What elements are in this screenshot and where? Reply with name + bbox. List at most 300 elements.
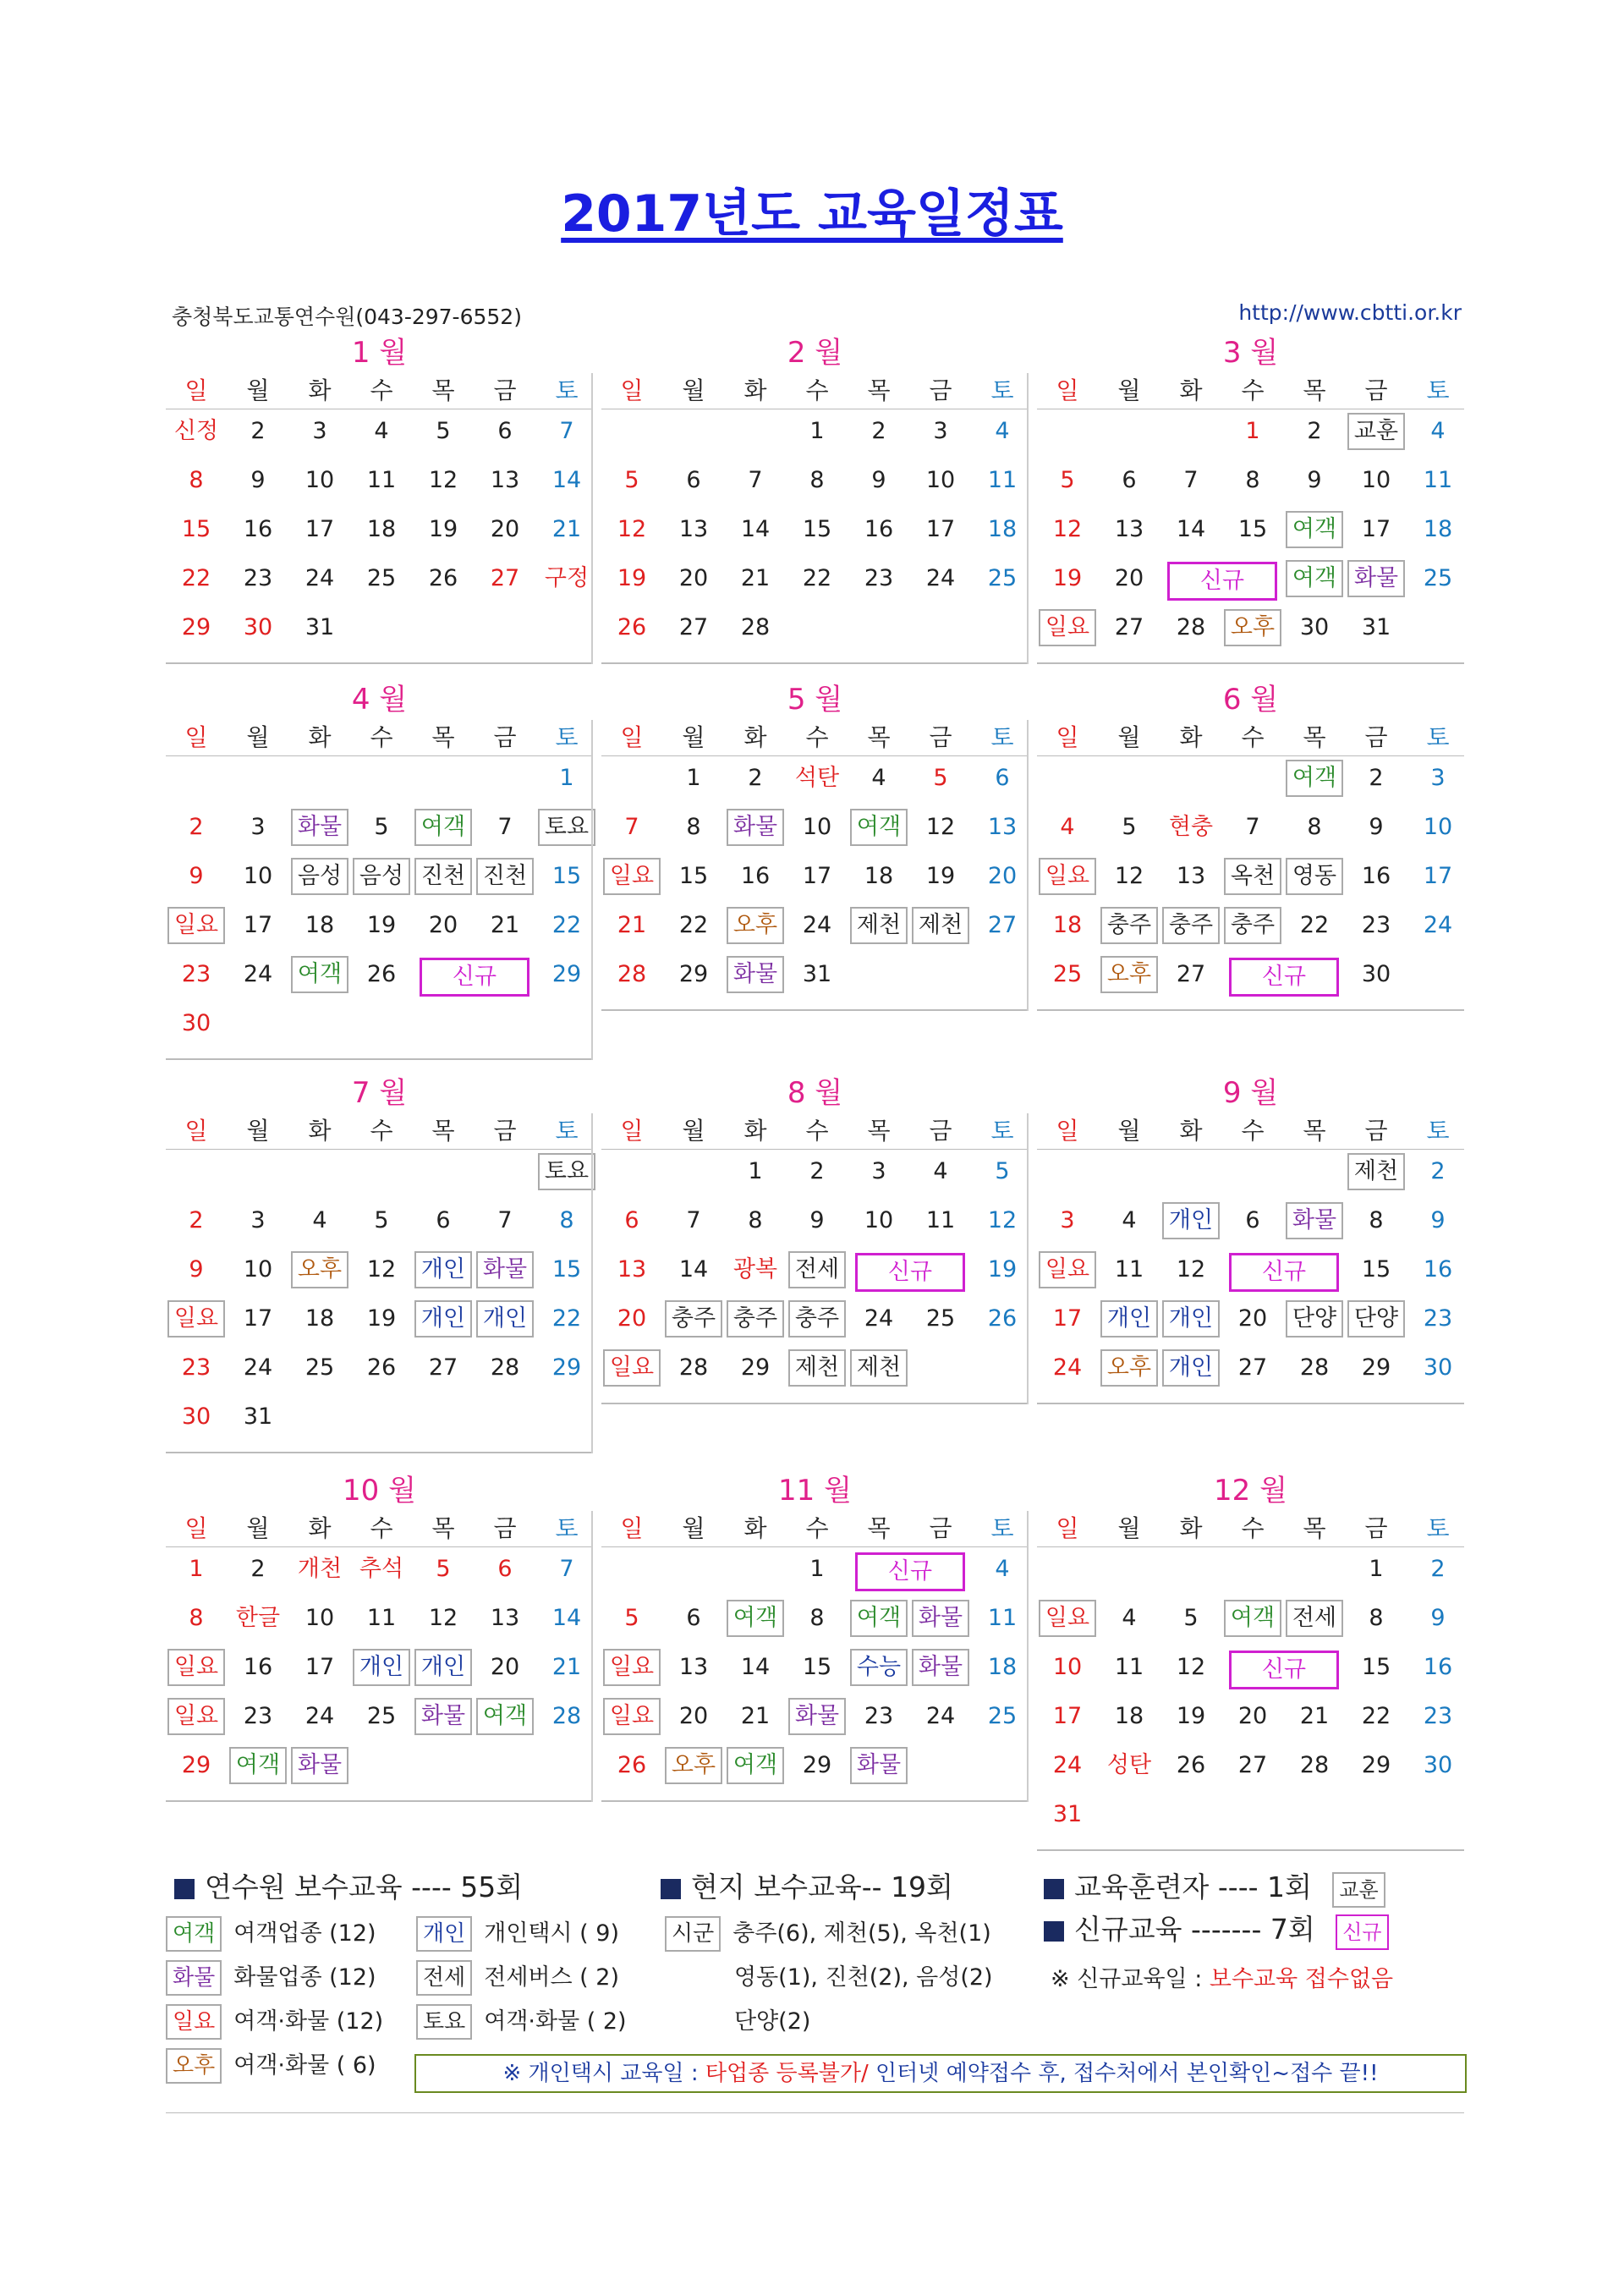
day-cell: 14	[740, 516, 771, 542]
day-cell: 9	[250, 467, 266, 493]
day-cell	[848, 1347, 909, 1389]
month-title: 5 월	[787, 683, 843, 717]
day-cell	[1284, 508, 1345, 551]
day-cell: 2	[748, 765, 763, 791]
event-tag: 충주	[788, 1300, 846, 1338]
day-cell: 11	[1423, 467, 1453, 493]
day-cell: 6	[1245, 1207, 1260, 1233]
legend-section-trainer	[1044, 1865, 1397, 1908]
event-tag: 일요	[1039, 609, 1096, 646]
day-cell: 6	[686, 1605, 701, 1631]
day-cell	[1284, 1200, 1345, 1242]
day-cell: 8	[1369, 1207, 1384, 1233]
day-cell: 30	[1361, 961, 1391, 987]
legend-item	[166, 2002, 383, 2040]
day-cell: 5	[933, 765, 948, 791]
weekday-label: 토	[555, 1117, 579, 1145]
column-divider	[591, 720, 593, 1060]
day-cell: 25	[987, 1703, 1018, 1729]
legend-tag: 오후	[166, 2048, 222, 2084]
day-cell: 21	[551, 1654, 582, 1680]
weekday-label: 월	[1117, 723, 1141, 751]
day-cell: 25	[987, 565, 1018, 591]
day-cell: 29	[181, 614, 211, 640]
day-cell: 21	[617, 912, 647, 938]
day-cell: 1	[559, 765, 574, 791]
weekday-label: 일	[1056, 1117, 1079, 1145]
weekday-label: 토	[990, 376, 1014, 404]
column-divider	[1027, 1113, 1029, 1404]
weekday-header	[166, 1511, 593, 1547]
day-cell: 1	[748, 1158, 763, 1184]
event-tag: 일요	[1039, 858, 1096, 895]
day-cell: 25	[925, 1305, 956, 1332]
day-cell: 20	[428, 912, 458, 938]
weekday-label: 목	[867, 723, 891, 751]
day-cell: 14	[740, 1654, 771, 1680]
day-cell: 17	[1361, 516, 1391, 542]
day-cell: 22	[802, 565, 832, 591]
day-cell	[166, 904, 227, 947]
day-cell: 9	[189, 1256, 204, 1283]
weekday-label: 월	[682, 723, 705, 751]
day-cell: 17	[1423, 863, 1453, 889]
day-cell: 10	[925, 467, 956, 493]
day-cell: 석탄	[794, 765, 840, 791]
event-tag: 여객	[291, 956, 348, 993]
day-cell	[413, 1695, 474, 1738]
event-tag: 제천	[912, 907, 969, 944]
footer-divider	[166, 2112, 1464, 2113]
weekday-label: 일	[620, 723, 644, 751]
legend-section-title: 연수원 보수교육 ---- 55회	[205, 1870, 524, 1903]
weekday-label: 금	[1364, 1514, 1388, 1542]
day-cell: 21	[1299, 1703, 1330, 1729]
legend-tag: 일요	[166, 2004, 222, 2040]
weekday-header	[1037, 720, 1464, 756]
day-cell	[166, 1646, 227, 1689]
day-cell: 24	[1423, 912, 1453, 938]
day-cell: 3	[1060, 1207, 1075, 1233]
month-title: 11 월	[778, 1474, 852, 1508]
day-cell: 18	[987, 516, 1018, 542]
day-cell: 11	[987, 467, 1018, 493]
month-title: 12 월	[1214, 1474, 1287, 1508]
day-cell: 28	[678, 1354, 709, 1381]
event-tag: 화물	[912, 1649, 969, 1686]
day-cell: 17	[1052, 1305, 1083, 1332]
day-cell: 3	[933, 418, 948, 444]
month-calendar	[1037, 1074, 1464, 1404]
event-tag: 화물	[291, 809, 348, 846]
event-tag: 여객	[727, 1600, 784, 1637]
event-tag: 개인	[1162, 1300, 1220, 1338]
day-cell: 26	[1176, 1752, 1206, 1778]
legend-item	[416, 2002, 627, 2040]
event-tag: 진천	[414, 858, 472, 895]
day-cell	[1346, 410, 1407, 453]
weekday-label: 월	[682, 1117, 705, 1145]
day-cell: 12	[428, 467, 458, 493]
weekday-label: 월	[246, 1514, 270, 1542]
weekday-label: 일	[1056, 1514, 1079, 1542]
day-cell	[289, 1744, 350, 1787]
day-cell: 19	[366, 1305, 397, 1332]
day-cell	[289, 953, 350, 996]
event-tag: 개인	[476, 1300, 534, 1338]
weekday-label: 수	[370, 1117, 393, 1145]
weekday-label: 금	[929, 723, 952, 751]
day-cell: 10	[304, 1605, 335, 1631]
square-bullet-icon	[1044, 1921, 1064, 1942]
event-tag: 오후	[727, 907, 784, 944]
weekday-header	[601, 1511, 1029, 1547]
day-cell: 24	[1052, 1354, 1083, 1381]
legend-section-title: 교육훈련자 ---- 1회	[1074, 1870, 1312, 1903]
day-cell	[1346, 1151, 1407, 1193]
month-calendar	[1037, 1472, 1464, 1851]
day-cell: 25	[304, 1354, 335, 1381]
event-tag: 여객	[229, 1747, 287, 1784]
day-cell	[475, 855, 535, 898]
day-cell	[1037, 1249, 1098, 1291]
month-divider	[601, 1009, 1029, 1011]
day-cell: 29	[678, 961, 709, 987]
website-link[interactable]: http://www.cbtti.or.kr	[1238, 300, 1462, 325]
day-cell	[848, 1744, 909, 1787]
weekday-label: 일	[620, 1117, 644, 1145]
day-cell	[1222, 904, 1283, 947]
day-cell: 7	[559, 1556, 574, 1582]
legend-local-line: 단양(2)	[734, 2008, 811, 2035]
event-tag: 교훈	[1347, 413, 1405, 450]
day-cell: 29	[181, 1752, 211, 1778]
event-tag: 여객	[850, 1600, 908, 1637]
event-tag: 영동	[1286, 858, 1343, 895]
weekday-label: 목	[1303, 1514, 1326, 1542]
legend-local	[665, 1914, 991, 1952]
day-cell: 추석	[359, 1556, 404, 1582]
weekday-label: 일	[184, 376, 208, 404]
day-cell: 8	[748, 1207, 763, 1233]
event-tag: 일요	[603, 1649, 661, 1686]
day-cell: 24	[864, 1305, 894, 1332]
legend-section-local	[661, 1865, 953, 1905]
day-cell: 7	[1183, 467, 1199, 493]
weekday-label: 금	[1364, 723, 1388, 751]
legend-local-line: 영동(1), 진천(2), 음성(2)	[734, 1964, 993, 1991]
day-cell: 19	[617, 565, 647, 591]
day-cell: 21	[740, 565, 771, 591]
event-tag: 일요	[603, 1349, 661, 1387]
day-cell: 25	[366, 565, 397, 591]
day-cell: 16	[243, 516, 273, 542]
legend-item	[166, 1958, 376, 1996]
day-cell: 6	[686, 467, 701, 493]
legend-section-title: 신규교육 ------- 7회	[1074, 1913, 1315, 1946]
day-cell	[1222, 1597, 1283, 1640]
legend-section-training	[174, 1865, 523, 1905]
weekday-label: 월	[682, 1514, 705, 1542]
new-training-marker: 신규	[420, 958, 529, 997]
day-cell: 2	[189, 1207, 204, 1233]
event-tag: 일요	[167, 1649, 225, 1686]
day-cell: 12	[428, 1605, 458, 1631]
day-cell: 12	[1114, 863, 1144, 889]
event-tag: 제천	[850, 1349, 908, 1387]
month-calendar	[166, 1074, 593, 1453]
day-cell	[475, 1695, 535, 1738]
day-cell	[413, 1298, 474, 1340]
day-cell: 16	[1423, 1256, 1453, 1283]
day-cell: 8	[686, 814, 701, 840]
legend-tag: 개인	[416, 1916, 472, 1952]
event-tag: 제천	[850, 907, 908, 944]
day-cell: 22	[551, 1305, 582, 1332]
month-divider	[166, 1058, 593, 1060]
day-cell: 29	[1361, 1354, 1391, 1381]
day-cell: 8	[1245, 467, 1260, 493]
weekday-label: 화	[1179, 376, 1203, 404]
event-tag: 제천	[788, 1349, 846, 1387]
day-cell: 4	[312, 1207, 327, 1233]
day-cell: 22	[181, 565, 211, 591]
weekday-label: 목	[431, 1117, 455, 1145]
legend-tag: 시군	[665, 1916, 721, 1952]
month-divider	[601, 1403, 1029, 1404]
day-cell	[1160, 904, 1221, 947]
month-calendar	[601, 681, 1029, 1011]
day-cell: 19	[1176, 1703, 1206, 1729]
day-cell: 13	[678, 516, 709, 542]
day-cell	[725, 1298, 786, 1340]
day-cell: 13	[1114, 516, 1144, 542]
weekday-label: 일	[184, 1117, 208, 1145]
weekday-label: 수	[1241, 723, 1265, 751]
event-tag: 음성	[291, 858, 348, 895]
day-cell: 21	[551, 516, 582, 542]
day-cell: 20	[1114, 565, 1144, 591]
event-tag: 일요	[603, 1698, 661, 1735]
weekday-label: 월	[1117, 1514, 1141, 1542]
month-calendar	[601, 1472, 1029, 1802]
day-cell: 18	[304, 912, 335, 938]
day-cell	[848, 1646, 909, 1689]
day-cell: 12	[925, 814, 956, 840]
weekday-label: 토	[555, 723, 579, 751]
event-tag: 일요	[167, 1698, 225, 1735]
legend-text: 충주(6), 제천(5), 옥천(1)	[732, 1920, 991, 1947]
day-cell: 광복	[732, 1256, 778, 1283]
event-tag: 여객	[850, 809, 908, 846]
day-cell: 12	[617, 516, 647, 542]
event-tag: 화물	[850, 1747, 908, 1784]
day-cell: 24	[1052, 1752, 1083, 1778]
day-cell: 28	[1299, 1354, 1330, 1381]
day-cell: 26	[987, 1305, 1018, 1332]
legend-tag: 여객	[166, 1916, 222, 1952]
weekday-label: 수	[370, 376, 393, 404]
day-cell: 29	[802, 1752, 832, 1778]
day-cell: 19	[1052, 565, 1083, 591]
day-cell: 24	[925, 565, 956, 591]
weekday-label: 금	[929, 1117, 952, 1145]
event-tag: 화물	[727, 956, 784, 993]
event-tag: 충주	[665, 1300, 722, 1338]
weekday-label: 수	[805, 1117, 829, 1145]
day-cell	[1099, 1347, 1160, 1389]
month-divider	[1037, 1403, 1464, 1404]
day-cell: 19	[428, 516, 458, 542]
day-cell: 29	[551, 961, 582, 987]
day-cell: 2	[1430, 1556, 1446, 1582]
day-cell: 29	[1361, 1752, 1391, 1778]
legend-tag: 신규	[1336, 1914, 1388, 1950]
day-cell: 23	[181, 1354, 211, 1381]
event-tag: 일요	[167, 907, 225, 944]
note-red: 보수교육 접수없음	[1209, 1966, 1394, 1992]
day-cell: 20	[1237, 1703, 1268, 1729]
month-divider	[166, 1800, 593, 1802]
day-cell: 22	[551, 912, 582, 938]
month-title: 3 월	[1222, 336, 1279, 370]
weekday-label: 일	[184, 723, 208, 751]
legend-text: 여객업종 (12)	[233, 1920, 376, 1947]
day-cell: 23	[864, 1703, 894, 1729]
day-cell	[1037, 1597, 1098, 1640]
square-bullet-icon	[1044, 1879, 1064, 1899]
day-cell: 13	[1176, 863, 1206, 889]
day-cell: 18	[304, 1305, 335, 1332]
day-cell: 20	[678, 565, 709, 591]
day-cell: 4	[1122, 1207, 1137, 1233]
day-cell: 11	[987, 1605, 1018, 1631]
day-cell: 30	[1423, 1354, 1453, 1381]
day-cell	[1222, 855, 1283, 898]
day-cell	[848, 904, 909, 947]
day-cell	[413, 1249, 474, 1291]
weekday-label: 월	[246, 723, 270, 751]
day-cell: 27	[1176, 961, 1206, 987]
day-cell: 31	[243, 1403, 273, 1430]
event-tag: 제천	[1347, 1153, 1405, 1190]
day-cell	[787, 1249, 848, 1291]
day-cell	[1284, 1298, 1345, 1340]
day-cell: 30	[243, 614, 273, 640]
day-cell: 2	[1430, 1158, 1446, 1184]
event-tag: 일요	[1039, 1251, 1096, 1288]
weekday-label: 토	[990, 723, 1014, 751]
day-cell	[787, 1298, 848, 1340]
day-cell: 15	[551, 1256, 582, 1283]
day-cell: 7	[497, 814, 513, 840]
event-tag: 토요	[538, 809, 595, 846]
event-tag: 단양	[1347, 1300, 1405, 1338]
day-cell	[1099, 953, 1160, 996]
day-cell: 3	[250, 814, 266, 840]
month-title: 9 월	[1222, 1076, 1279, 1110]
event-tag: 화물	[414, 1698, 472, 1735]
day-cell: 27	[1114, 614, 1144, 640]
legend-text: 여객·화물 (12)	[233, 2008, 384, 2035]
day-cell: 22	[1299, 912, 1330, 938]
day-cell: 9	[189, 863, 204, 889]
day-cell: 18	[1114, 1703, 1144, 1729]
day-cell: 17	[925, 516, 956, 542]
legend-section-title: 현지 보수교육-- 19회	[691, 1870, 953, 1903]
event-tag: 수능	[850, 1649, 908, 1686]
weekday-label: 금	[1364, 376, 1388, 404]
day-cell: 9	[1430, 1605, 1446, 1631]
column-divider	[1027, 1511, 1029, 1802]
day-cell: 2	[189, 814, 204, 840]
event-tag: 화물	[727, 809, 784, 846]
day-cell: 14	[678, 1256, 709, 1283]
new-training-marker: 신규	[1229, 958, 1339, 997]
day-cell	[166, 1298, 227, 1340]
day-cell: 11	[925, 1207, 956, 1233]
legend-item	[166, 1914, 376, 1952]
day-cell: 19	[925, 863, 956, 889]
weekday-label: 수	[1241, 1117, 1265, 1145]
notice-box	[414, 2054, 1467, 2093]
day-cell: 6	[995, 765, 1010, 791]
day-cell: 4	[933, 1158, 948, 1184]
day-cell	[1346, 558, 1407, 600]
notice-red: 타업종 등록불가/	[705, 2061, 869, 2086]
weekday-label: 금	[493, 1117, 517, 1145]
day-cell: 4	[871, 765, 886, 791]
new-training-marker: 신규	[855, 1253, 965, 1292]
day-cell: 3	[1430, 765, 1446, 791]
day-cell: 6	[497, 418, 513, 444]
event-tag: 오후	[291, 1251, 348, 1288]
day-cell: 1	[1369, 1556, 1384, 1582]
legend-tag: 화물	[166, 1960, 222, 1996]
weekday-label: 월	[1117, 376, 1141, 404]
day-cell: 12	[366, 1256, 397, 1283]
day-cell	[1284, 558, 1345, 600]
day-cell: 27	[987, 912, 1018, 938]
event-tag: 오후	[1100, 1349, 1158, 1387]
weekday-label: 화	[308, 723, 332, 751]
weekday-label: 토	[990, 1514, 1014, 1542]
day-cell: 6	[1122, 467, 1137, 493]
day-cell: 8	[189, 1605, 204, 1631]
weekday-label: 토	[555, 376, 579, 404]
day-cell: 17	[243, 1305, 273, 1332]
day-cell: 9	[871, 467, 886, 493]
weekday-label: 목	[867, 376, 891, 404]
weekday-label: 수	[1241, 376, 1265, 404]
month-divider	[601, 1800, 1029, 1802]
day-cell	[289, 855, 350, 898]
legend-item	[416, 1914, 619, 1952]
day-cell: 27	[1237, 1752, 1268, 1778]
day-cell: 17	[304, 1654, 335, 1680]
day-cell: 27	[1237, 1354, 1268, 1381]
weekday-label: 목	[1303, 723, 1326, 751]
weekday-header	[166, 720, 593, 756]
day-cell: 20	[490, 516, 520, 542]
day-cell: 10	[304, 467, 335, 493]
day-cell: 18	[864, 863, 894, 889]
day-cell	[1160, 1347, 1221, 1389]
weekday-label: 화	[308, 376, 332, 404]
day-cell: 7	[624, 814, 639, 840]
day-cell: 개천	[297, 1556, 343, 1582]
event-tag: 옥천	[1224, 858, 1281, 895]
